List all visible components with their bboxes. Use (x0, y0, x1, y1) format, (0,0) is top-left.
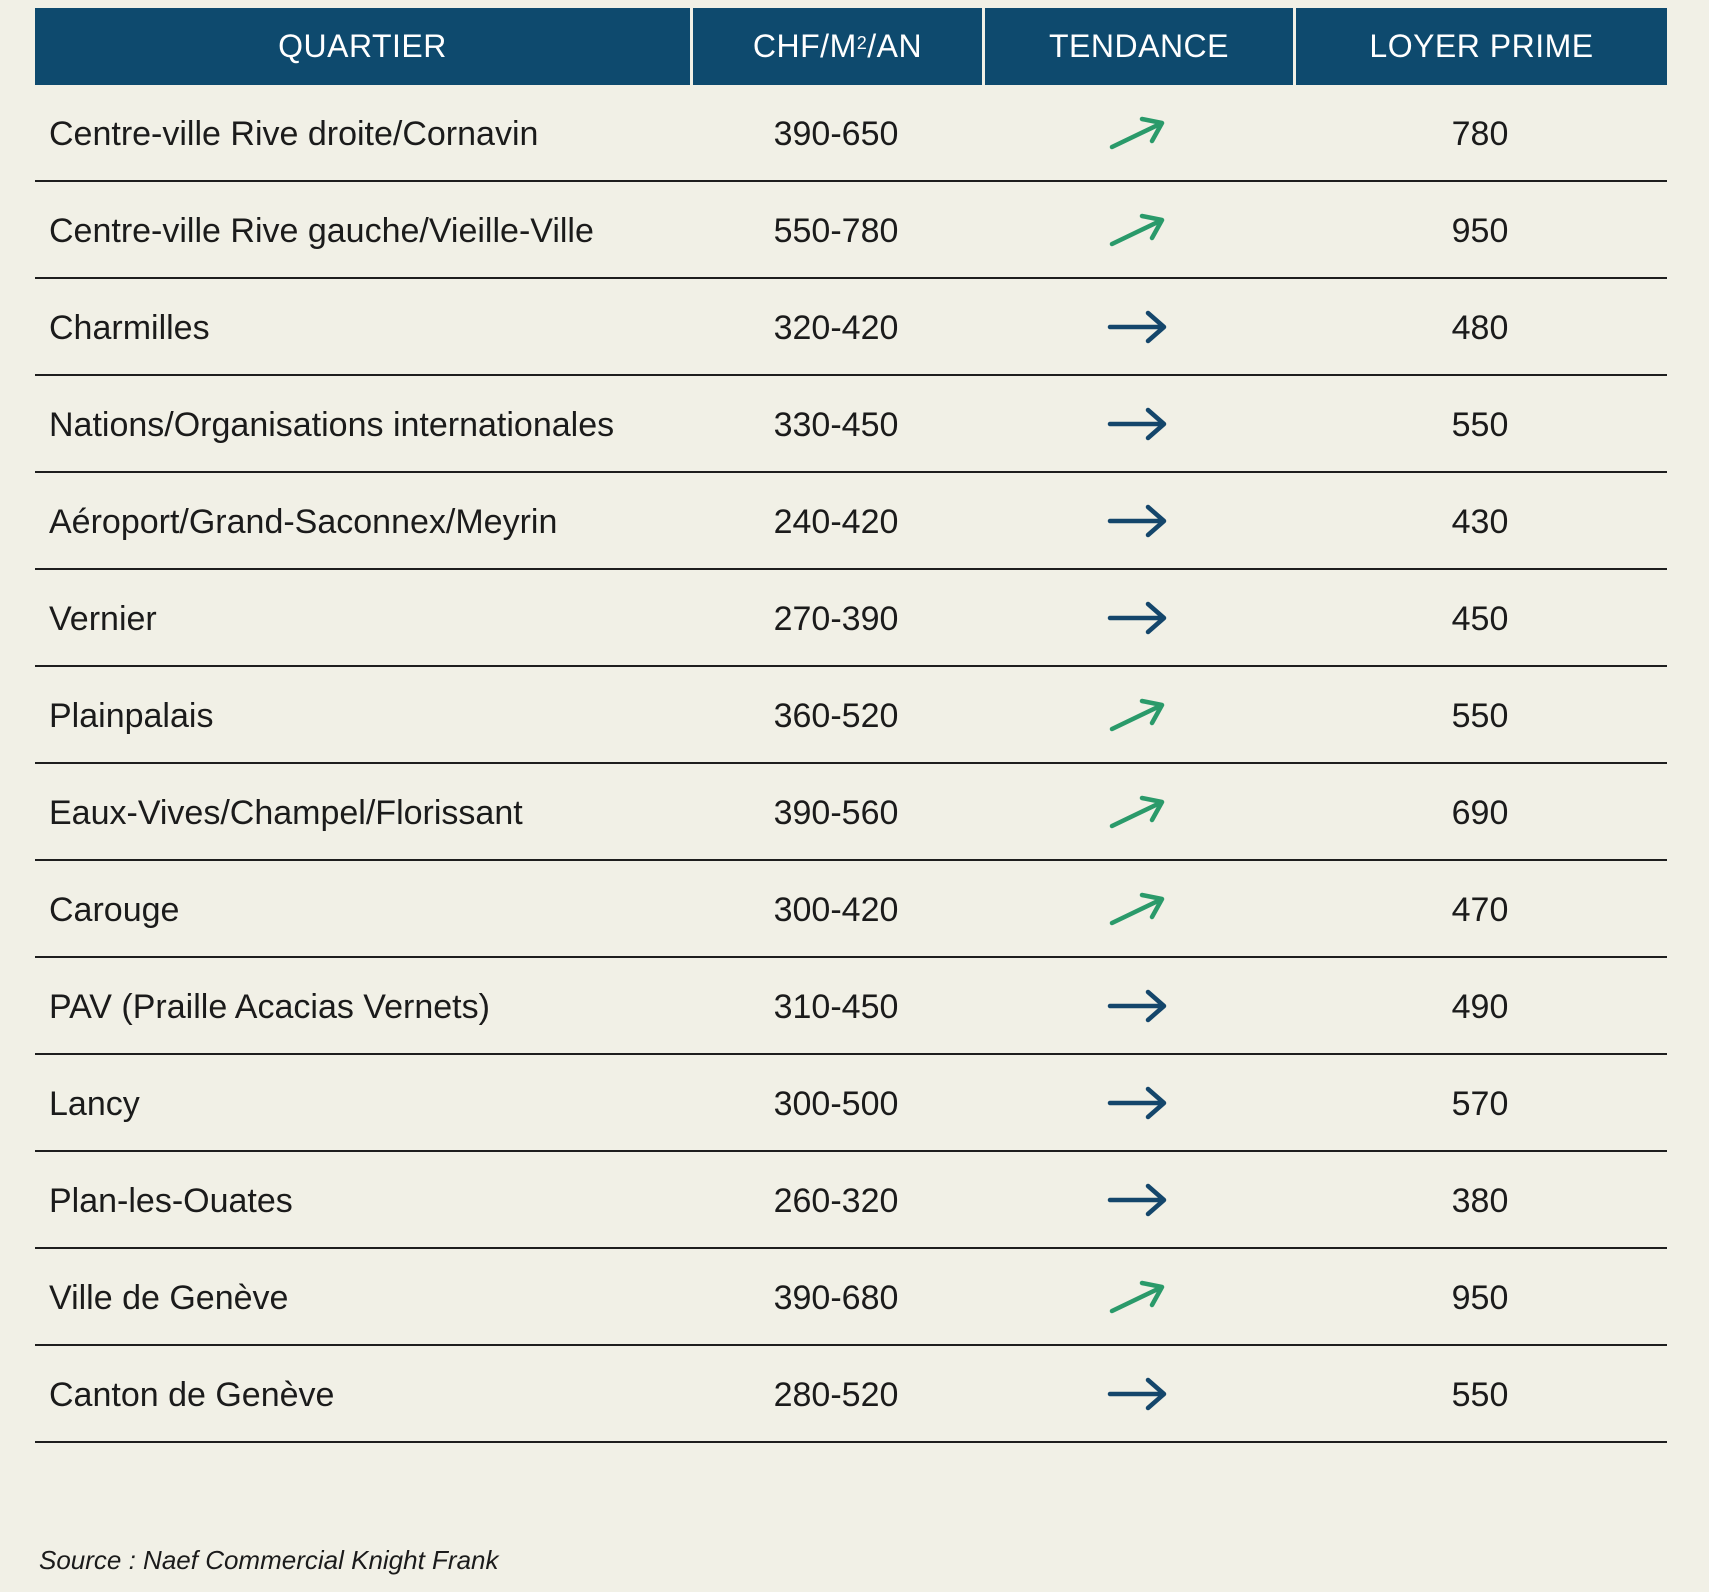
cell-tendance (982, 792, 1293, 832)
cell-price-range: 360-520 (773, 697, 899, 735)
arrow-up-right-icon (1106, 1277, 1170, 1317)
arrow-right-icon (1106, 1180, 1170, 1220)
cell-price-range: 300-500 (773, 1085, 899, 1123)
cell-quartier: Charmilles (49, 309, 210, 347)
table-header (35, 8, 1667, 85)
cell-loyer-prime: 470 (1451, 891, 1509, 929)
cell-quartier: Ville de Genève (49, 1279, 289, 1317)
cell-quartier: Centre-ville Rive gauche/Vieille-Ville (49, 212, 594, 250)
header-price-suffix: /AN (867, 28, 923, 64)
cell-loyer-prime: 430 (1451, 503, 1509, 541)
cell-loyer-prime: 550 (1451, 1376, 1509, 1414)
cell-loyer-prime: 550 (1451, 406, 1509, 444)
cell-quartier: Carouge (49, 891, 180, 929)
arrow-right-icon (1106, 404, 1170, 444)
table-row (35, 1249, 1667, 1346)
table-row (35, 1152, 1667, 1249)
arrow-up-right-icon (1106, 113, 1170, 153)
arrow-up-right-icon (1106, 792, 1170, 832)
arrow-up-right-icon (1106, 695, 1170, 735)
cell-quartier: Plan-les-Ouates (49, 1182, 293, 1220)
cell-price-range: 280-520 (773, 1376, 899, 1414)
cell-tendance (982, 1277, 1293, 1317)
cell-quartier: Aéroport/Grand-Saconnex/Meyrin (49, 503, 558, 541)
cell-price-range: 390-680 (773, 1279, 899, 1317)
table-row (35, 1055, 1667, 1152)
cell-loyer-prime: 950 (1451, 212, 1509, 250)
cell-loyer-prime: 690 (1451, 794, 1509, 832)
cell-price-range: 260-320 (773, 1182, 899, 1220)
cell-loyer-prime: 550 (1451, 697, 1509, 735)
cell-tendance (982, 501, 1293, 541)
cell-price-range: 390-650 (773, 115, 899, 153)
table-row (35, 764, 1667, 861)
cell-loyer-prime: 450 (1451, 600, 1509, 638)
table-row (35, 667, 1667, 764)
cell-loyer-prime: 780 (1451, 115, 1509, 153)
header-price-sup: 2 (856, 33, 868, 53)
table-row (35, 1346, 1667, 1443)
cell-price-range: 240-420 (773, 503, 899, 541)
rent-table (35, 8, 1667, 1443)
cell-quartier: Plainpalais (49, 697, 214, 735)
source-note: Source : Naef Commercial Knight Frank (39, 1545, 499, 1575)
cell-loyer-prime: 480 (1451, 309, 1509, 347)
cell-price-range: 270-390 (773, 600, 899, 638)
cell-quartier: Nations/Organisations internationales (49, 406, 615, 444)
cell-price-range: 550-780 (773, 212, 899, 250)
header-quartier: QUARTIER (278, 28, 447, 64)
table-row (35, 279, 1667, 376)
arrow-up-right-icon (1106, 889, 1170, 929)
table-row (35, 85, 1667, 182)
cell-loyer-prime: 490 (1451, 988, 1509, 1026)
cell-loyer-prime: 950 (1451, 1279, 1509, 1317)
cell-tendance (982, 210, 1293, 250)
arrow-up-right-icon (1106, 210, 1170, 250)
header-tendance: TENDANCE (982, 8, 1293, 85)
cell-loyer-prime: 570 (1451, 1085, 1509, 1123)
cell-quartier: Vernier (49, 600, 157, 638)
cell-tendance (982, 1374, 1293, 1414)
cell-price-range: 390-560 (773, 794, 899, 832)
header-price-prefix: CHF/M (752, 28, 857, 64)
cell-tendance (982, 113, 1293, 153)
cell-quartier: Eaux-Vives/Champel/Florissant (49, 794, 523, 832)
arrow-right-icon (1106, 598, 1170, 638)
cell-price-range: 320-420 (773, 309, 899, 347)
table-row (35, 376, 1667, 473)
cell-tendance (982, 986, 1293, 1026)
cell-tendance (982, 1083, 1293, 1123)
table-row (35, 861, 1667, 958)
header-price (690, 8, 982, 85)
cell-quartier: Centre-ville Rive droite/Cornavin (49, 115, 539, 153)
cell-tendance (982, 598, 1293, 638)
cell-tendance (982, 1180, 1293, 1220)
cell-tendance (982, 695, 1293, 735)
arrow-right-icon (1106, 1374, 1170, 1414)
arrow-right-icon (1106, 501, 1170, 541)
cell-quartier: PAV (Praille Acacias Vernets) (49, 988, 490, 1026)
cell-loyer-prime: 380 (1451, 1182, 1509, 1220)
cell-quartier: Lancy (49, 1085, 140, 1123)
cell-price-range: 300-420 (773, 891, 899, 929)
table-row (35, 182, 1667, 279)
cell-tendance (982, 889, 1293, 929)
arrow-right-icon (1106, 1083, 1170, 1123)
cell-tendance (982, 307, 1293, 347)
cell-price-range: 330-450 (773, 406, 899, 444)
table-row (35, 958, 1667, 1055)
arrow-right-icon (1106, 986, 1170, 1026)
table-row (35, 473, 1667, 570)
table-body (35, 85, 1667, 1443)
table-row (35, 570, 1667, 667)
arrow-right-icon (1106, 307, 1170, 347)
cell-tendance (982, 404, 1293, 444)
cell-price-range: 310-450 (773, 988, 899, 1026)
cell-quartier: Canton de Genève (49, 1376, 335, 1414)
header-loyer-prime: LOYER PRIME (1293, 8, 1667, 85)
